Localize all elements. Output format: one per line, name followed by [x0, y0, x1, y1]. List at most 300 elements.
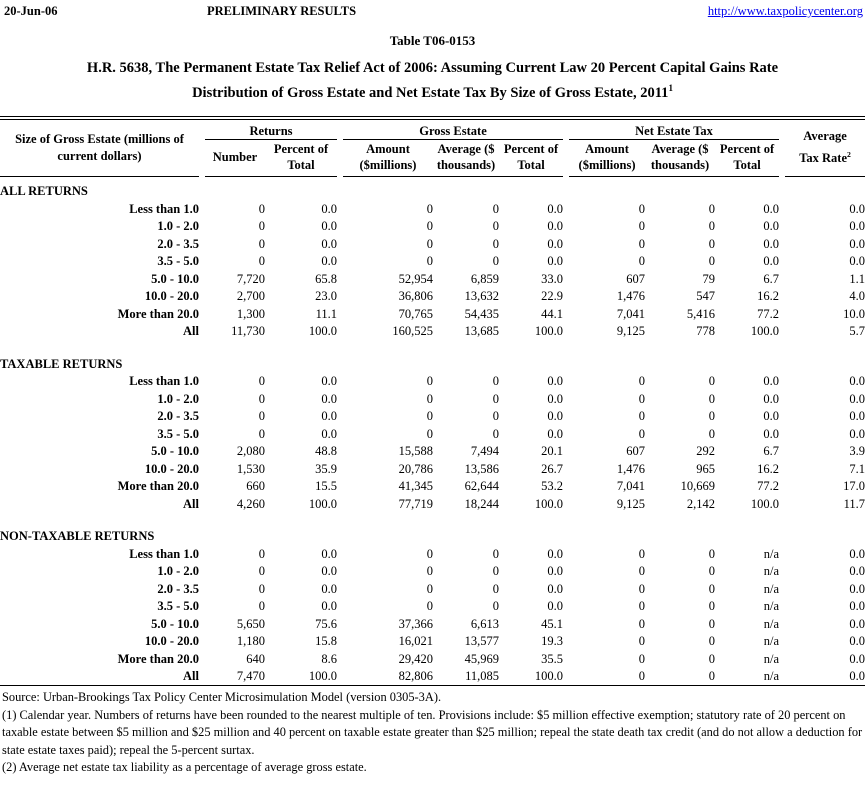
cell: 0: [638, 409, 646, 424]
cell: 11.7: [843, 496, 865, 511]
cell: 0.0: [547, 374, 564, 389]
cell: 0.0: [763, 409, 780, 424]
cell: 0.0: [321, 374, 337, 389]
cell: 100.0: [750, 496, 780, 511]
cell: 0: [258, 426, 265, 441]
cell: n/a: [763, 546, 780, 561]
cell: 15.8: [315, 634, 337, 649]
cell: 0.0: [547, 219, 564, 234]
cell: 7.1: [849, 461, 865, 476]
cell: 54,435: [464, 306, 499, 321]
cell: 0: [492, 374, 499, 389]
cell: 1,300: [236, 306, 265, 321]
cell: 19.3: [541, 634, 564, 649]
footnote-ref-1: 1: [668, 83, 673, 94]
page-subtitle: [0, 85, 865, 102]
cell: 778: [696, 324, 716, 339]
cell: 0.0: [849, 669, 865, 683]
table-number: Table T06-0153: [389, 33, 476, 48]
cell: 0: [708, 409, 716, 424]
cell: 0: [492, 236, 499, 251]
section-header-row: [0, 356, 865, 374]
cell: 41,345: [398, 479, 433, 494]
cell: 100.0: [308, 669, 337, 683]
row-label: More than 20.0: [117, 651, 199, 666]
cell: n/a: [763, 634, 780, 649]
cell: 0: [492, 391, 499, 406]
cell: n/a: [763, 651, 780, 666]
cell: n/a: [763, 616, 780, 631]
cell: 36,806: [398, 289, 433, 304]
cell: 100.0: [308, 496, 337, 511]
cell: 0: [708, 391, 716, 406]
cell: 0: [708, 581, 716, 596]
cell: 0.0: [849, 219, 865, 234]
table-row: [0, 236, 865, 254]
cell: 0: [638, 616, 646, 631]
cell: 9,125: [616, 324, 646, 339]
column-header-net-average: Average ($ thousands): [645, 139, 715, 176]
row-label: 3.5 - 5.0: [157, 599, 199, 614]
cell: 1.1: [849, 271, 865, 286]
cell: 0: [426, 201, 433, 216]
cell: 18,244: [464, 496, 499, 511]
row-label: Less than 1.0: [129, 201, 199, 216]
cell: 0: [638, 634, 646, 649]
cell: 0.0: [547, 599, 564, 614]
table-row: [0, 218, 865, 236]
cell: 292: [696, 444, 716, 459]
cell: 547: [696, 289, 716, 304]
cell: 52,954: [398, 271, 433, 286]
cell: 77.2: [757, 306, 780, 321]
cell: 16,021: [398, 634, 433, 649]
row-label: 2.0 - 3.5: [157, 409, 199, 424]
cell: 0: [426, 254, 433, 269]
cell: 48.8: [315, 444, 337, 459]
cell: 0.0: [763, 236, 780, 251]
cell: 0: [426, 426, 433, 441]
taxpolicycenter-link[interactable]: http://www.taxpolicycenter.org: [707, 4, 863, 18]
cell: 0: [426, 599, 433, 614]
table-row: [0, 426, 865, 444]
page-title: H.R. 5638, The Permanent Estate Tax Relief Act of 2006: Assuming Current Law 20 Percent Capital Gains Rate: [86, 60, 779, 76]
cell: 35.9: [315, 461, 337, 476]
cell: 0.0: [849, 391, 865, 406]
section-title: NON-TAXABLE RETURNS: [0, 529, 155, 544]
cell: 0: [258, 599, 265, 614]
table-row: [0, 373, 865, 391]
cell: n/a: [763, 564, 780, 579]
cell: 0: [492, 564, 499, 579]
table-row: [0, 201, 865, 219]
footnote-1: (1) Calendar year. Numbers of returns have been rounded to the nearest multiple of ten. Provisions include: $5 million effective exemption; statutory rate of 20 percent on taxable estate between $5 million and $25 million and 40 percent on taxable estate greater than $25 million; repeal the state death tax credit (and do not allow a deduction for state estate taxes paid); repeal the 5-percent surtax.: [2, 707, 863, 757]
cell: 0: [638, 546, 646, 561]
cell: 33.0: [541, 271, 564, 286]
column-header-net-amount: Amount ($millions): [569, 139, 645, 176]
cell: 0: [638, 391, 646, 406]
cell: 0.0: [849, 564, 865, 579]
cell: 6.7: [763, 444, 780, 459]
row-label: 1.0 - 2.0: [157, 391, 199, 406]
cell: 0: [638, 426, 646, 441]
table-body: [0, 176, 865, 686]
table-row: [0, 306, 865, 324]
cell: 15.5: [315, 479, 337, 494]
cell: 5,650: [236, 616, 265, 631]
cell: 0: [258, 374, 265, 389]
cell: 29,420: [398, 651, 433, 666]
row-label: More than 20.0: [117, 306, 199, 321]
row-header-size-of-gross-estate: Size of Gross Estate (millions of current dollars): [0, 118, 199, 176]
cell: 20,786: [398, 461, 433, 476]
cell: 0: [426, 581, 433, 596]
cell: 0: [638, 599, 646, 614]
cell: 160,525: [392, 324, 433, 339]
cell: 660: [246, 479, 265, 494]
cell: n/a: [763, 581, 780, 596]
column-header-net-percent: Percent of Total: [715, 139, 779, 176]
cell: 0.0: [321, 254, 337, 269]
cell: 0.0: [547, 254, 564, 269]
cell: 0.0: [321, 546, 337, 561]
cell: 16.2: [757, 289, 780, 304]
cell: 100.0: [534, 324, 564, 339]
row-label: 2.0 - 3.5: [157, 581, 199, 596]
cell: 0: [638, 219, 646, 234]
cell: 77.2: [757, 479, 780, 494]
cell: 5.7: [849, 324, 865, 339]
row-label: 1.0 - 2.0: [157, 219, 199, 234]
cell: 7,494: [470, 444, 499, 459]
cell: 23.0: [315, 289, 337, 304]
column-header-gross-amount: Amount ($millions): [343, 139, 433, 176]
cell: 965: [696, 461, 716, 476]
cell: 13,586: [464, 461, 499, 476]
row-label: 10.0 - 20.0: [144, 461, 199, 476]
cell: 6.7: [763, 271, 780, 286]
cell: 0: [638, 374, 646, 389]
row-label: More than 20.0: [117, 479, 199, 494]
cell: 0.0: [849, 426, 865, 441]
cell: 0.0: [849, 374, 865, 389]
cell: n/a: [763, 599, 780, 614]
cell: 1,476: [616, 461, 646, 476]
table-row: [0, 496, 865, 514]
estate-tax-table: [0, 116, 865, 686]
cell: 0.0: [849, 616, 865, 631]
table-row: [0, 478, 865, 496]
cell: 0: [638, 201, 646, 216]
footnote-2: (2) Average net estate tax liability as a percentage of average gross estate.: [2, 760, 367, 774]
cell: 100.0: [750, 324, 780, 339]
table-row: [0, 253, 865, 271]
cell: 0: [426, 374, 433, 389]
cell: 0.0: [547, 426, 564, 441]
cell: 0.0: [763, 391, 780, 406]
cell: 0.0: [849, 651, 865, 666]
cell: 0.0: [321, 391, 337, 406]
cell: 0: [708, 236, 716, 251]
column-header-gross-average: Average ($ thousands): [433, 139, 499, 176]
group-header-row: [0, 118, 865, 139]
cell: 5,416: [686, 306, 716, 321]
cell: 0.0: [849, 634, 865, 649]
cell: 0: [258, 581, 265, 596]
cell: 0.0: [321, 236, 337, 251]
cell: 1,180: [236, 634, 265, 649]
cell: 1,530: [236, 461, 265, 476]
cell: 0.0: [547, 564, 564, 579]
cell: 0.0: [321, 219, 337, 234]
cell: 0: [492, 219, 499, 234]
cell: 7,720: [236, 271, 265, 286]
row-label: 3.5 - 5.0: [157, 254, 199, 269]
cell: 100.0: [534, 496, 564, 511]
cell: 0: [426, 391, 433, 406]
cell: 7,470: [236, 669, 265, 683]
cell: 0: [708, 634, 716, 649]
cell: 45.1: [541, 616, 564, 631]
cell: 0: [708, 651, 716, 666]
cell: 0: [492, 581, 499, 596]
cell: 607: [626, 271, 646, 286]
cell: 0.0: [763, 374, 780, 389]
cell: 0: [258, 391, 265, 406]
section-title: ALL RETURNS: [0, 184, 88, 199]
cell: 0: [258, 564, 265, 579]
row-label: All: [183, 496, 199, 511]
column-header-returns-percent: Percent of Total: [265, 139, 337, 176]
cell: 0: [708, 546, 716, 561]
row-label: All: [183, 324, 199, 339]
table-row: [0, 408, 865, 426]
row-label: 2.0 - 3.5: [157, 236, 199, 251]
title-block: [0, 33, 865, 102]
cell: 0: [708, 374, 716, 389]
cell: 0: [492, 426, 499, 441]
cell: 0: [708, 616, 716, 631]
cell: 2,700: [236, 289, 265, 304]
cell: 35.5: [541, 651, 564, 666]
cell: 2,142: [686, 496, 716, 511]
cell: 13,632: [464, 289, 499, 304]
table-row: [0, 323, 865, 341]
cell: 0.0: [849, 581, 865, 596]
row-label: All: [183, 669, 199, 683]
column-header-gross-percent: Percent of Total: [499, 139, 563, 176]
spacer-row: [0, 176, 865, 183]
table-row: [0, 271, 865, 289]
cell: 1,476: [616, 289, 646, 304]
cell: 22.9: [541, 289, 564, 304]
row-label: 10.0 - 20.0: [144, 289, 199, 304]
cell: 0: [492, 409, 499, 424]
cell: 26.7: [541, 461, 564, 476]
cell: 0.0: [547, 201, 564, 216]
cell: 607: [626, 444, 646, 459]
cell: 6,613: [470, 616, 499, 631]
section-header-row: [0, 183, 865, 201]
cell: 0.0: [321, 564, 337, 579]
cell: 7,041: [616, 479, 646, 494]
cell: n/a: [763, 669, 780, 683]
cell: 100.0: [308, 324, 337, 339]
cell: 0: [426, 564, 433, 579]
cell: 0: [708, 219, 716, 234]
cell: 65.8: [315, 271, 337, 286]
cell: 0: [492, 599, 499, 614]
cell: 77,719: [398, 496, 433, 511]
cell: 70,765: [398, 306, 433, 321]
cell: 0.0: [849, 236, 865, 251]
table-row: [0, 443, 865, 461]
table-row: [0, 546, 865, 564]
cell: 0.0: [321, 409, 337, 424]
cell: 0.0: [849, 254, 865, 269]
table-row: [0, 616, 865, 634]
cell: 0: [258, 219, 265, 234]
table-row: [0, 598, 865, 616]
cell: 0.0: [321, 426, 337, 441]
cell: 13,577: [464, 634, 499, 649]
cell: 0: [708, 564, 716, 579]
cell: 11,085: [465, 669, 499, 683]
cell: 16.2: [757, 461, 780, 476]
preliminary-results-label: PRELIMINARY RESULTS: [207, 4, 357, 18]
cell: 0: [492, 254, 499, 269]
cell: 0.0: [849, 599, 865, 614]
report-date: 20-Jun-06: [4, 4, 58, 18]
cell: 2,080: [236, 444, 265, 459]
column-header-average-tax-rate: Average Tax Rate$^2$: [785, 118, 865, 176]
cell: 0.0: [849, 546, 865, 561]
cell: 0.0: [321, 201, 337, 216]
cell: 4.0: [849, 289, 865, 304]
source-note: Source: Urban-Brookings Tax Policy Center Microsimulation Model (version 0305-3A).: [2, 690, 442, 704]
cell: 75.6: [315, 616, 337, 631]
group-header-net-estate-tax: Net Estate Tax: [569, 118, 779, 139]
cell: 82,806: [398, 669, 433, 683]
cell: 20.1: [541, 444, 564, 459]
page-header: [0, 0, 865, 20]
cell: 0: [258, 236, 265, 251]
cell: 7,041: [616, 306, 646, 321]
cell: 0: [638, 254, 646, 269]
row-label: 5.0 - 10.0: [151, 444, 199, 459]
cell: 0: [708, 426, 716, 441]
cell: 0.0: [763, 254, 780, 269]
cell: 6,859: [470, 271, 499, 286]
cell: 8.6: [321, 651, 337, 666]
cell: 37,366: [398, 616, 433, 631]
row-label: 3.5 - 5.0: [157, 426, 199, 441]
table-row: [0, 563, 865, 581]
cell: 0: [426, 546, 433, 561]
cell: 0: [708, 201, 716, 216]
cell: 0: [708, 254, 716, 269]
cell: 0.0: [547, 546, 564, 561]
row-label: Less than 1.0: [129, 546, 199, 561]
section-header-row: [0, 528, 865, 546]
cell: 0.0: [849, 409, 865, 424]
cell: 0: [638, 581, 646, 596]
cell: 11,730: [231, 324, 265, 339]
cell: 0.0: [547, 409, 564, 424]
cell: 44.1: [541, 306, 564, 321]
row-label: 1.0 - 2.0: [157, 564, 199, 579]
cell: 0: [638, 564, 646, 579]
cell: 0: [426, 219, 433, 234]
table-row: [0, 651, 865, 669]
cell: 0: [638, 651, 646, 666]
group-header-returns: Returns: [205, 118, 337, 139]
cell: 17.0: [843, 479, 865, 494]
group-header-gross-estate: Gross Estate: [343, 118, 563, 139]
cell: 0.0: [547, 581, 564, 596]
row-label: Less than 1.0: [129, 374, 199, 389]
table-row: [0, 391, 865, 409]
table-row: [0, 288, 865, 306]
subtitle-text: Distribution of Gross Estate and Net Estate Tax By Size of Gross Estate, 2011: [192, 85, 669, 101]
cell: 0: [492, 201, 499, 216]
cell: 0: [492, 546, 499, 561]
row-label: 5.0 - 10.0: [151, 616, 199, 631]
cell: 0: [258, 546, 265, 561]
cell: 0: [708, 599, 716, 614]
cell: 0: [708, 669, 716, 683]
cell: 45,969: [464, 651, 499, 666]
cell: 0.0: [763, 426, 780, 441]
spacer-row: [0, 513, 865, 528]
cell: 3.9: [849, 444, 865, 459]
cell: 0: [258, 409, 265, 424]
spacer-row: [0, 341, 865, 356]
cell: 100.0: [534, 669, 564, 683]
cell: 79: [702, 271, 716, 286]
cell: 10,669: [680, 479, 716, 494]
table-row: [0, 461, 865, 479]
cell: 640: [246, 651, 265, 666]
row-label: 10.0 - 20.0: [144, 634, 199, 649]
cell: 0.0: [321, 581, 337, 596]
table-row: [0, 633, 865, 651]
cell: 0.0: [763, 219, 780, 234]
cell: 0: [426, 409, 433, 424]
cell: 4,260: [236, 496, 265, 511]
table-row: [0, 581, 865, 599]
cell: 0.0: [763, 201, 780, 216]
cell: 0: [638, 669, 646, 683]
cell: 0: [638, 236, 646, 251]
cell: 10.0: [843, 306, 865, 321]
table-row: [0, 668, 865, 686]
section-title: TAXABLE RETURNS: [0, 356, 123, 371]
cell: 13,685: [464, 324, 499, 339]
cell: 0: [258, 201, 265, 216]
cell: 11.1: [315, 306, 337, 321]
footnote-ref-2: 2: [847, 149, 851, 159]
footnotes: [0, 689, 865, 777]
column-header-returns-number: Number: [205, 139, 265, 176]
cell: 0.0: [547, 391, 564, 406]
cell: 0.0: [321, 599, 337, 614]
cell: 0.0: [547, 236, 564, 251]
cell: 15,588: [398, 444, 433, 459]
cell: 0: [258, 254, 265, 269]
cell: 62,644: [464, 479, 499, 494]
row-label: 5.0 - 10.0: [151, 271, 199, 286]
